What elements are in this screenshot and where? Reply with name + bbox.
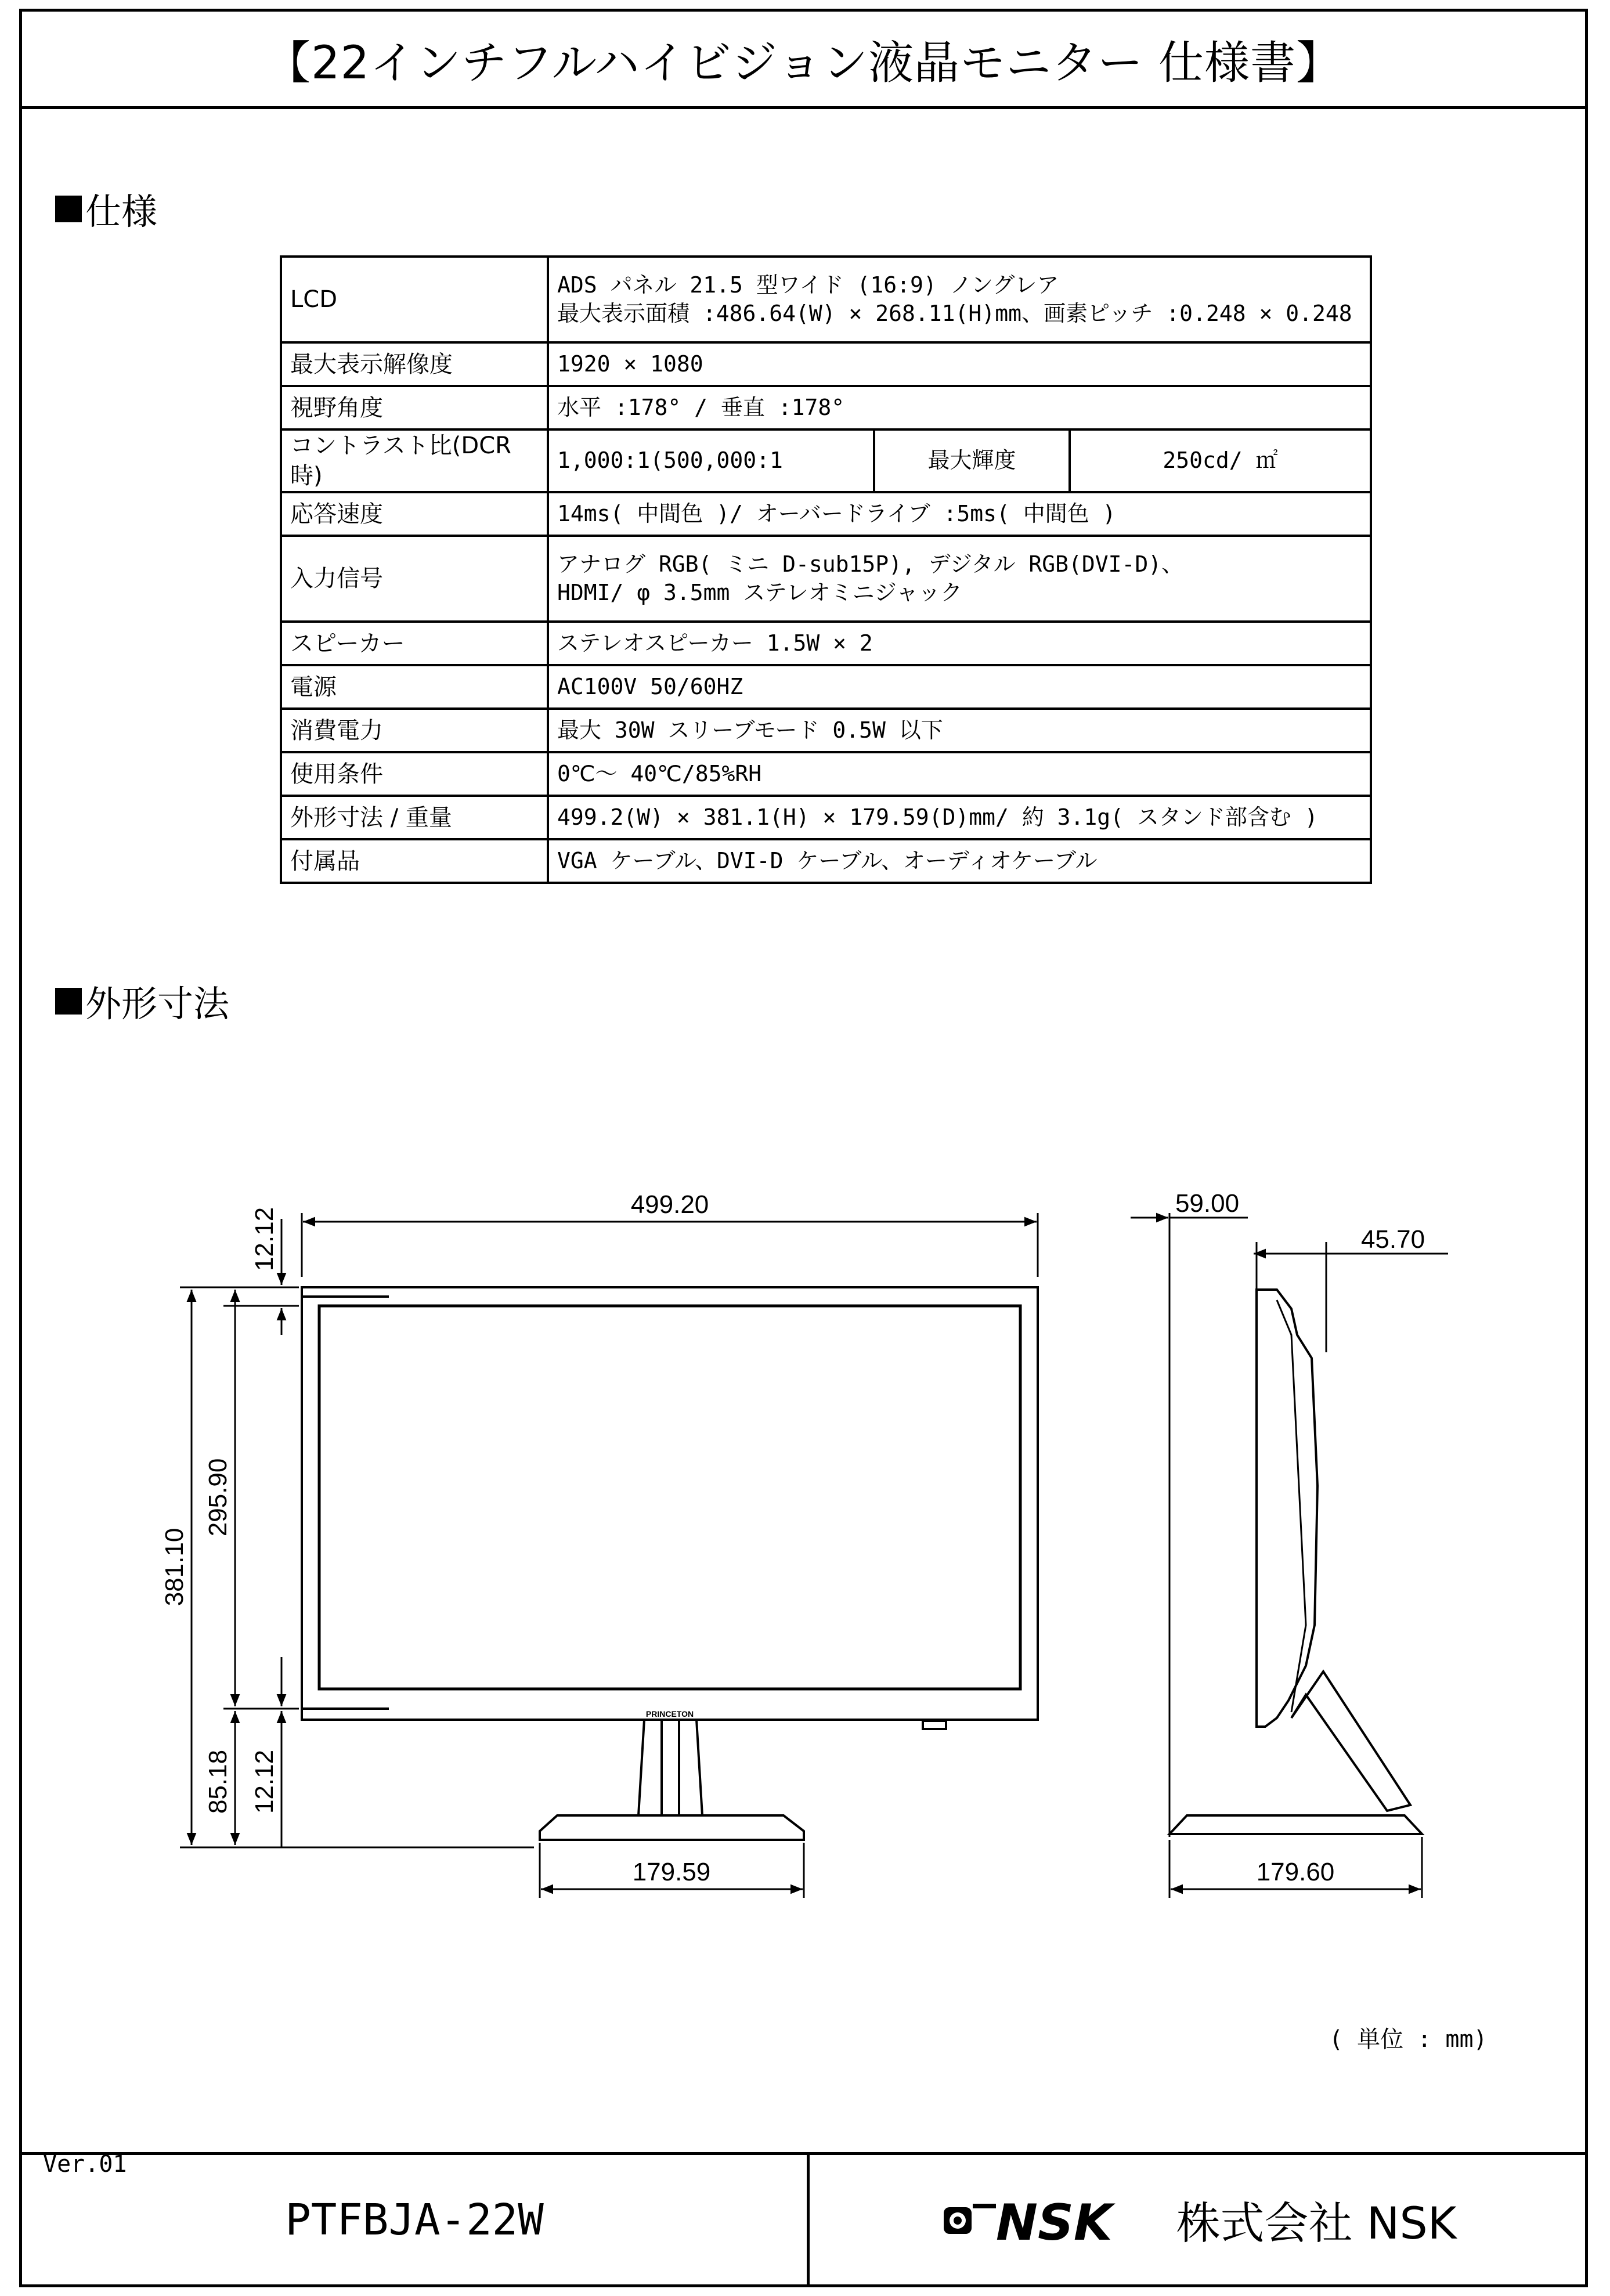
spec-label-brightness: 最大輝度 bbox=[874, 429, 1070, 492]
spec-label-viewing-angle: 視野角度 bbox=[281, 386, 548, 429]
spec-value-power: AC100V 50/60HZ bbox=[548, 665, 1371, 709]
spec-value-size-weight: 499.2(W) × 381.1(H) × 179.59(D)mm/ 約 3.1g( スタンド部含む ) bbox=[548, 796, 1371, 839]
button-panel bbox=[923, 1721, 946, 1729]
brand-label: PRINCETON bbox=[645, 1709, 694, 1719]
side-stand-label: 45.70 bbox=[1360, 1225, 1425, 1254]
spec-label-speaker: スピーカー bbox=[281, 622, 548, 665]
spec-label-accessories: 付属品 bbox=[281, 839, 548, 883]
spec-label-size-weight: 外形寸法 / 重量 bbox=[281, 796, 548, 839]
company-name: 株式会社 NSK bbox=[1176, 2197, 1457, 2249]
spec-value-contrast: 1,000:1(500,000:1 bbox=[548, 429, 874, 492]
stand-height-label: 85.18 bbox=[204, 1749, 232, 1814]
nsk-logo-text: NSK bbox=[996, 2193, 1113, 2249]
spec-label-resolution: 最大表示解像度 bbox=[281, 342, 548, 386]
side-stand-arm bbox=[1291, 1672, 1410, 1811]
document-title: 【22インチフルハイビジョン液晶モニター 仕様書】 bbox=[22, 12, 1585, 109]
spec-label-input: 入力信号 bbox=[281, 536, 548, 622]
width-label: 499.20 bbox=[630, 1190, 709, 1219]
spec-label-contrast: コントラスト比(DCR時) bbox=[281, 429, 548, 492]
spec-value-conditions: 0℃～ 40℃/85%RH bbox=[548, 752, 1371, 796]
screen-height-label: 295.90 bbox=[204, 1458, 232, 1537]
stand-neck bbox=[638, 1720, 702, 1815]
side-depth-label: 59.00 bbox=[1175, 1189, 1240, 1218]
total-height-label: 381.10 bbox=[160, 1528, 189, 1607]
spec-value-brightness: 250cd/ ㎡ bbox=[1070, 429, 1371, 492]
version-label: Ver.01 bbox=[43, 2151, 127, 2178]
spec-label-consumption: 消費電力 bbox=[281, 709, 548, 752]
monitor-screen bbox=[319, 1306, 1020, 1689]
spec-label-power: 電源 bbox=[281, 665, 548, 709]
spec-heading-text: 仕様 bbox=[85, 190, 158, 233]
front-view bbox=[180, 1213, 1038, 1898]
spec-value-viewing-angle: 水平 :178° / 垂直 :178° bbox=[548, 386, 1371, 429]
side-base-label: 179.60 bbox=[1256, 1858, 1335, 1886]
spec-label-lcd: LCD bbox=[281, 257, 548, 342]
top-gap-label: 12.12 bbox=[250, 1207, 279, 1272]
unit-note: ( 単位 : mm) bbox=[1329, 2026, 1488, 2053]
spec-value-consumption: 最大 30W スリーブモード 0.5W 以下 bbox=[548, 709, 1371, 752]
model-number: PTFBJA-22W bbox=[22, 2155, 810, 2284]
stand-base bbox=[540, 1815, 804, 1840]
spec-label-conditions: 使用条件 bbox=[281, 752, 548, 796]
spec-value-input: アナログ RGB( ミニ D-sub15P), デジタル RGB(DVI-D)、 HDMI/ φ 3.5mm ステレオミニジャック bbox=[548, 536, 1371, 622]
spec-value-resolution: 1920 × 1080 bbox=[548, 342, 1371, 386]
side-stand-base bbox=[1169, 1815, 1422, 1834]
spec-value-lcd: ADS パネル 21.5 型ワイド (16:9) ノングレア 最大表示面積 :486.64(W) × 268.11(H)mm、画素ピッチ :0.248 × 0.248 bbox=[548, 257, 1371, 342]
monitor-side-profile bbox=[1257, 1290, 1317, 1727]
spec-value-speaker: ステレオスピーカー 1.5W × 2 bbox=[548, 622, 1371, 665]
spec-label-response: 応答速度 bbox=[281, 492, 548, 536]
monitor-outer-frame bbox=[302, 1287, 1038, 1720]
side-view bbox=[1131, 1213, 1448, 1898]
spec-value-accessories: VGA ケーブル、DVI-D ケーブル、オーディオケーブル bbox=[548, 839, 1371, 883]
spec-value-response: 14ms( 中間色 )/ オーバードライブ :5ms( 中間色 ) bbox=[548, 492, 1371, 536]
bottom-gap-label: 12.12 bbox=[250, 1749, 279, 1814]
front-base-label: 179.59 bbox=[632, 1858, 711, 1886]
dimensions-heading-text: 外形寸法 bbox=[85, 983, 230, 1025]
